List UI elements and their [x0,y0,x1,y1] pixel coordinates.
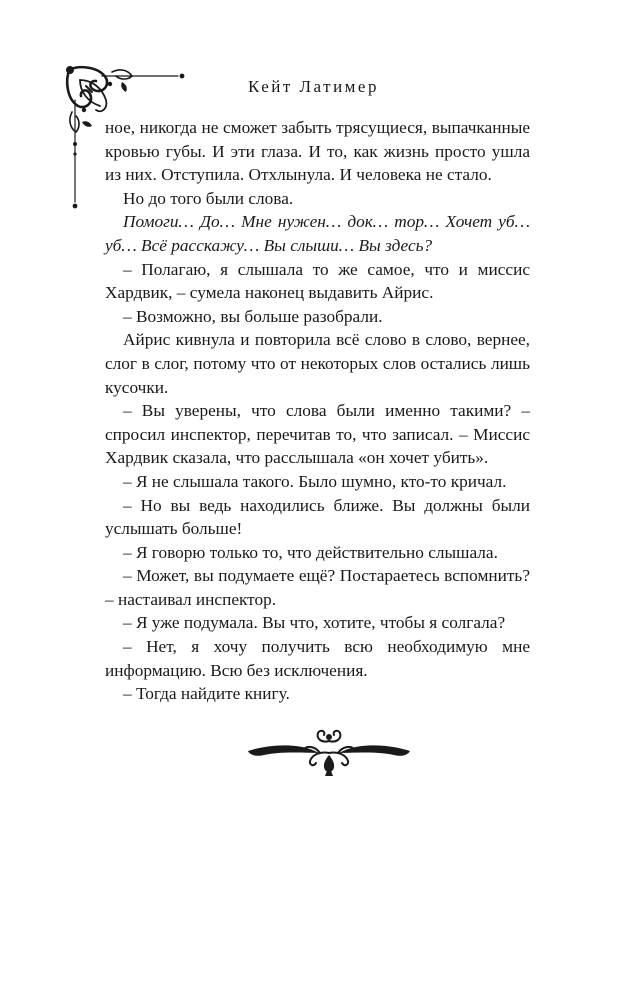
paragraph-7: – Вы уверены, что слова были именно такими? – спросил инспектор, перечитав то, что записал. – Миссис Хардвик сказала, что расслышала «он хочет убить». [105,401,530,468]
running-header-author: Кейт Латимер [248,77,379,96]
paragraph-9: – Но вы ведь находились ближе. Вы должны были услышать больше! [105,495,530,539]
paragraph-6: Айрис кивнула и повторила всё слово в слово, вернее, слог в слог, потому что от некоторых слов остались лишь кусочки. [105,330,530,397]
paragraph-11: – Может, вы подумаете ещё? Постараетесь вспомнить? – настаивал инспектор. [105,566,530,609]
body-text [105,116,530,706]
paragraph-13: – Нет, я хочу получить всю необходимую мне информацию. Всю без исключения. [105,637,530,680]
paragraph-4: – Полагаю, я слышала то же самое, что и миссис Хардвик, – сумела наконец выдавить Айрис. [105,259,530,303]
paragraph-14: – Тогда найдите книгу. [123,684,290,704]
end-flourish-icon [246,729,412,777]
paragraph-8: – Я не слышала такого. Было шумно, кто-то кричал. [123,471,507,491]
paragraph-2: Но до того были слова. [123,188,294,208]
paragraph-10: – Я говорю только то, что действительно слышала. [123,542,498,562]
paragraph-1: ное, никогда не сможет забыть трясущиеся, выпачканные кровью губы. И эти глаза. И то, как жизнь просто ушла из них. Отступила. Отхлынула. И человека не стало. [105,118,530,185]
paragraph-12: – Я уже подумала. Вы что, хотите, чтобы я солгала? [123,613,506,633]
paragraph-5: – Возможно, вы больше разобрали. [123,306,383,326]
paragraph-3-italic-dying-words: Помоги… До… Мне нужен… док… тор… Хочет уб… уб… Всё расскажу… Вы слыши… Вы здесь? [105,212,530,255]
